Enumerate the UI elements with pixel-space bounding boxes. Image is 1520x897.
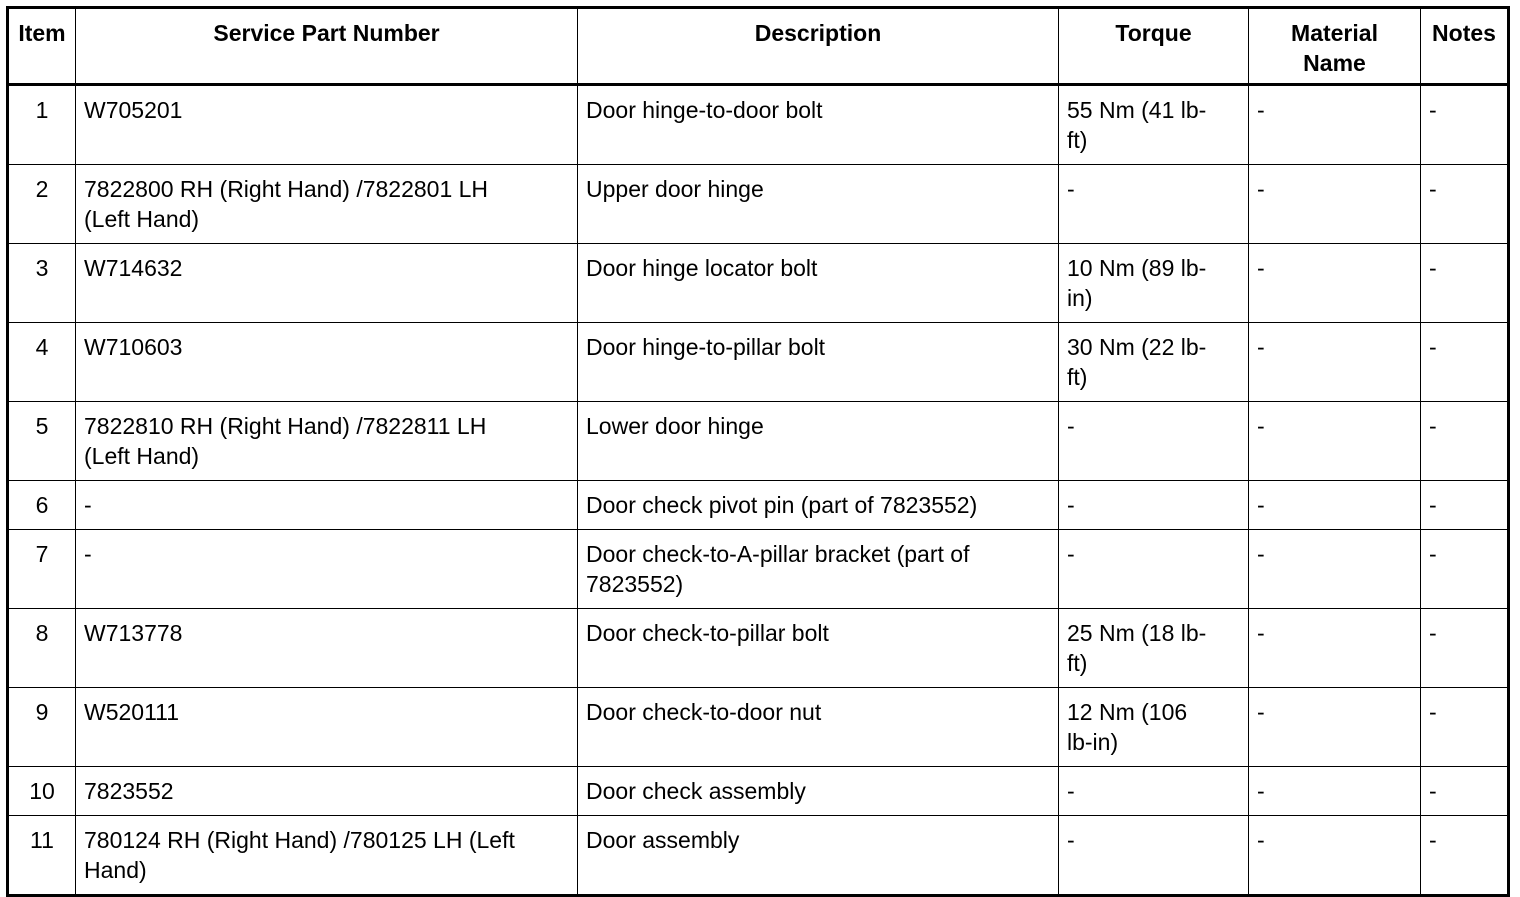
item-cell: 3 [8,244,76,323]
notes-cell: - [1421,767,1509,816]
item-cell: 8 [8,609,76,688]
notes-cell: - [1421,816,1509,896]
material-cell: - [1249,767,1421,816]
item-cell: 1 [8,85,76,165]
header-description: Description [578,8,1059,85]
header-torque: Torque [1059,8,1249,85]
description-cell: Door assembly [578,816,1059,896]
material-cell: - [1249,323,1421,402]
item-cell: 11 [8,816,76,896]
item-cell: 4 [8,323,76,402]
table-row [8,688,1509,767]
notes-cell: - [1421,85,1509,165]
description-cell: Door hinge locator bolt [578,244,1059,323]
table-row [8,323,1509,402]
table-row [8,816,1509,896]
description-cell: Door check-to-door nut [578,688,1059,767]
notes-cell: - [1421,688,1509,767]
part-number-cell: 7823552 [76,767,578,816]
description-cell: Door hinge-to-pillar bolt [578,323,1059,402]
material-cell: - [1249,609,1421,688]
material-cell: - [1249,402,1421,481]
material-cell: - [1249,165,1421,244]
table-row [8,244,1509,323]
description-cell: Upper door hinge [578,165,1059,244]
description-cell: Door check-to-A-pillar bracket (part of 7823552) [578,530,1059,609]
table-row [8,530,1509,609]
torque-cell: 55 Nm (41 lb-ft) [1059,85,1249,165]
material-cell: - [1249,530,1421,609]
item-cell: 10 [8,767,76,816]
part-number-cell: W713778 [76,609,578,688]
notes-cell: - [1421,481,1509,530]
item-cell: 9 [8,688,76,767]
torque-cell: - [1059,530,1249,609]
table-row [8,165,1509,244]
part-number-cell: W714632 [76,244,578,323]
part-number-cell: 7822810 RH (Right Hand) /7822811 LH (Left Hand) [76,402,578,481]
material-cell: - [1249,481,1421,530]
torque-cell: 30 Nm (22 lb-ft) [1059,323,1249,402]
item-cell: 7 [8,530,76,609]
notes-cell: - [1421,530,1509,609]
part-number-cell: W705201 [76,85,578,165]
notes-cell: - [1421,323,1509,402]
item-cell: 5 [8,402,76,481]
material-cell: - [1249,816,1421,896]
table-row [8,481,1509,530]
header-service-part-number: Service Part Number [76,8,578,85]
part-number-cell: 780124 RH (Right Hand) /780125 LH (Left Hand) [76,816,578,896]
item-cell: 2 [8,165,76,244]
part-number-cell: W520111 [76,688,578,767]
part-number-cell: 7822800 RH (Right Hand) /7822801 LH (Left Hand) [76,165,578,244]
header-notes: Notes [1421,8,1509,85]
torque-cell: - [1059,165,1249,244]
part-number-cell: - [76,530,578,609]
torque-cell: - [1059,402,1249,481]
header-material-name: Material Name [1249,8,1421,85]
header-item: Item [8,8,76,85]
parts-table [6,6,1510,897]
torque-cell: 12 Nm (106 lb-in) [1059,688,1249,767]
material-cell: - [1249,244,1421,323]
description-cell: Door check pivot pin (part of 7823552) [578,481,1059,530]
item-cell: 6 [8,481,76,530]
part-number-cell: W710603 [76,323,578,402]
description-cell: Door hinge-to-door bolt [578,85,1059,165]
notes-cell: - [1421,402,1509,481]
part-number-cell: - [76,481,578,530]
table-row [8,402,1509,481]
torque-cell: 10 Nm (89 lb-in) [1059,244,1249,323]
torque-cell: - [1059,481,1249,530]
torque-cell: - [1059,767,1249,816]
notes-cell: - [1421,165,1509,244]
description-cell: Door check-to-pillar bolt [578,609,1059,688]
material-cell: - [1249,688,1421,767]
material-cell: - [1249,85,1421,165]
description-cell: Door check assembly [578,767,1059,816]
torque-cell: 25 Nm (18 lb-ft) [1059,609,1249,688]
notes-cell: - [1421,244,1509,323]
header-row [8,8,1509,85]
notes-cell: - [1421,609,1509,688]
table-row [8,85,1509,165]
torque-cell: - [1059,816,1249,896]
table-row [8,609,1509,688]
table-row [8,767,1509,816]
description-cell: Lower door hinge [578,402,1059,481]
